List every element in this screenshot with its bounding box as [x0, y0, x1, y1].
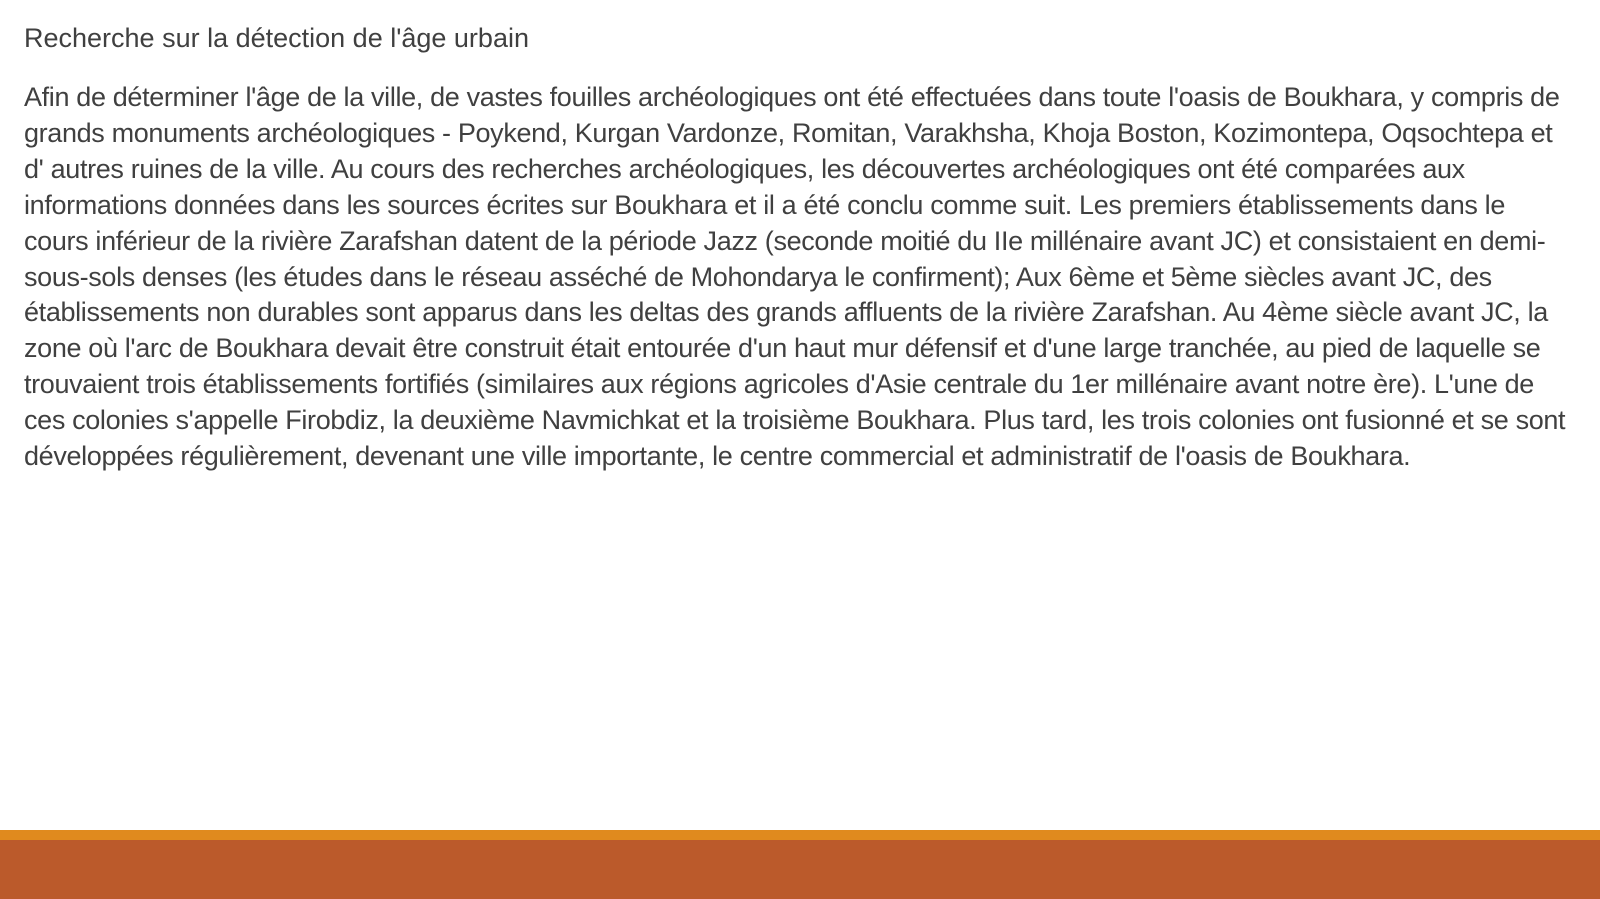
slide-title: Recherche sur la détection de l'âge urbain: [24, 23, 529, 53]
slide-body-text: Afin de déterminer l'âge de la ville, de vastes fouilles archéologiques ont été effectuées dans toute l'oasis de Boukhara, y compris de grands monuments archéologiques - Poykend, Kurgan Vardonze, Romitan, Varakhsha, Khoja Boston, Kozimontepa, Oqsochtepa et d' autres ruines de la ville. Au cours des recherches archéologiques, les découvertes archéologiques ont été comparées aux informations données dans les sources écrites sur Boukhara et il a été conclu comme suit. Les premiers établissements dans le cours inférieur de la rivière Zarafshan datent de la période Jazz (seconde moitié du IIe millénaire avant JC) et consistaient en demi-sous-sols denses (les études dans le réseau asséché de Mohondarya le confirment); Aux 6ème et 5ème siècles avant JC, des établissements non durables sont apparus dans les deltas des grands affluents de la rivière Zarafshan. Au 4ème siècle avant JC, la zone où l'arc de Boukhara devait être construit était entourée d'un haut mur défensif et d'une large tranchée, au pied de laquelle se trouvaient trois établissements fortifiés (similaires aux régions agricoles d'Asie centrale du 1er millénaire avant notre ère). L'une de ces colonies s'appelle Firobdiz, la deuxième Navmichkat et la troisième Boukhara. Plus tard, les trois colonies ont fusionné et se sont développées régulièrement, devenant une ville importante, le centre commercial et administratif de l'oasis de Boukhara.: [24, 82, 1566, 472]
footer-accent-stripe: [0, 830, 1600, 840]
footer-band: [0, 830, 1600, 899]
